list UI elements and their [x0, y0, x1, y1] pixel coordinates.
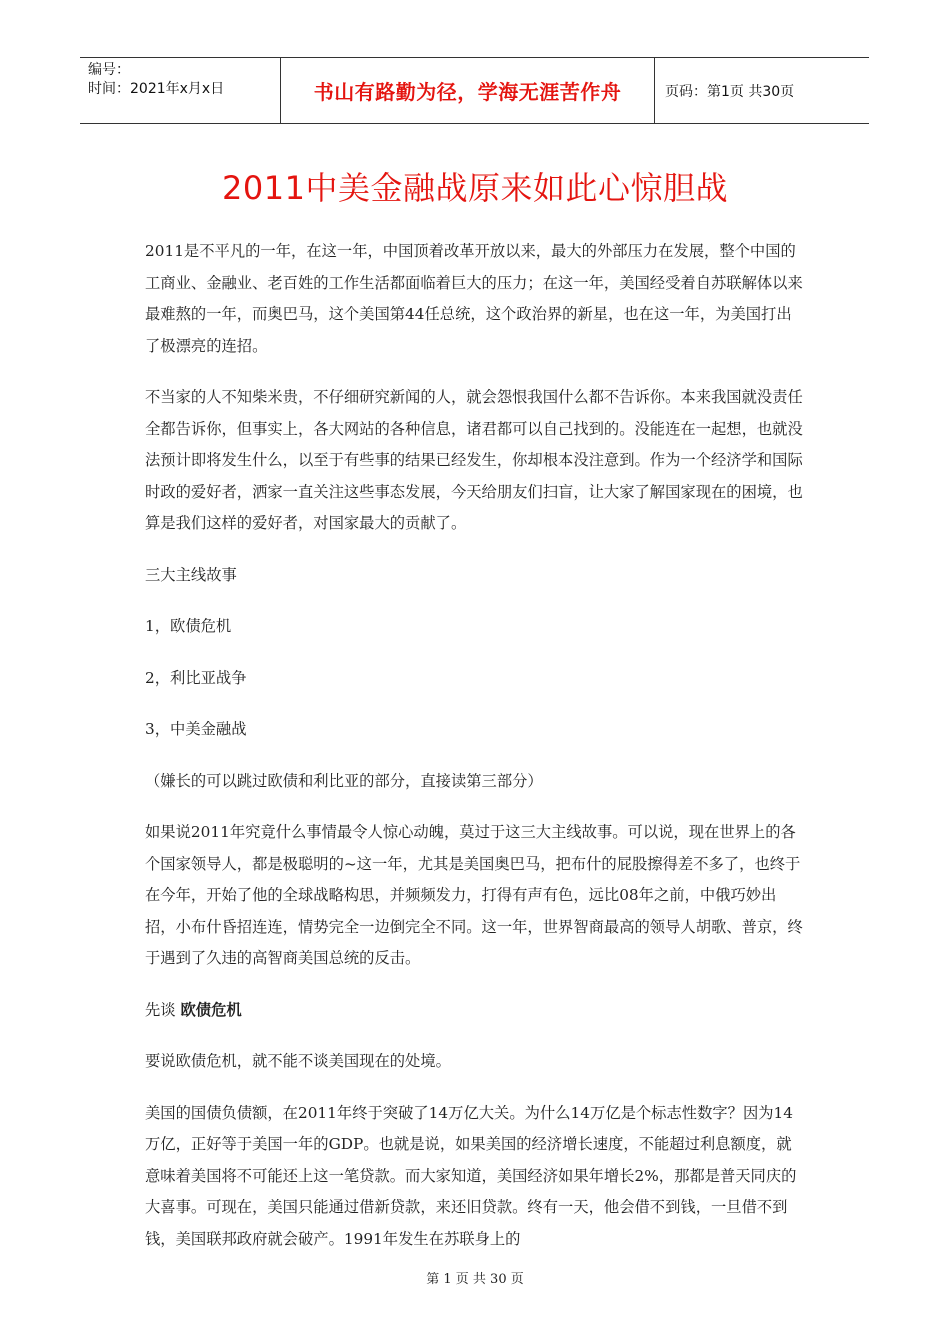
- paragraph-intro: 2011是不平凡的一年，在这一年，中国顶着改革开放以来，最大的外部压力在发展，整个中国的工商业、金融业、老百姓的工作生活都面临着巨大的压力；在这一年，美国经受着自苏联解体以来最难熬的一年，而奥巴马，这个美国第44任总统，这个政治界的新星，也在这一年，为美国打出了极漂亮的连招。: [145, 242, 803, 355]
- list-item: 2，利比亚战争: [145, 668, 247, 687]
- paragraph-background: 不当家的人不知柴米贵，不仔细研究新闻的人，就会怨恨我国什么都不告诉你。本来我国就没责任全都告诉你，但事实上，各大网站的各种信息，诸君都可以自己找到的。没能连在一起想，也就没法预计即将发生什么，以至于有些事的结果已经发生，你却根本没注意到。作为一个经济学和国际时政的爱好者，洒家一直关注这些事态发展，今天给朋友们扫盲，让大家了解国家现在的困境，也算是我们这样的爱好者，对国家最大的贡献了。: [145, 388, 803, 532]
- page-footer: 第 1 页 共 30 页: [426, 1272, 524, 1287]
- list-item: 3，中美金融战: [145, 720, 247, 738]
- section-heading: [145, 995, 805, 1027]
- paragraph-reading-note: （嫌长的可以跳过欧债和利比亚的部分，直接读第三部分）: [145, 771, 543, 790]
- paragraph-euro-debt-intro: 要说欧债危机，就不能不谈美国现在的处境。: [145, 1052, 451, 1070]
- header-meta: [80, 58, 281, 123]
- paragraph-storylines-heading: 三大主线故事: [145, 565, 237, 584]
- header-slogan: 书山有路勤为径，学海无涯苦作舟: [281, 58, 655, 123]
- document-header: [80, 57, 869, 124]
- document-title: 2011中美金融战原来如此心惊胆战: [222, 169, 728, 207]
- serial-number-label: 编号：: [88, 62, 130, 78]
- document-body: [145, 236, 805, 1275]
- header-page-info: 页码：第1页 共30页: [665, 83, 795, 100]
- section-heading-prefix: 先谈: [145, 1000, 181, 1019]
- list-item: 1，欧债危机: [145, 617, 232, 635]
- paragraph-overview: 如果说2011年究竟什么事情最令人惊心动魄，莫过于这三大主线故事。可以说，现在世界上的各个国家领导人，都是极聪明的~这一年，尤其是美国奥巴马，把布什的屁股擦得差不多了，也终于在今年，开始了他的全球战略构思，并频频发力，打得有声有色，远比08年之前，中俄巧妙出招，小布什昏招连连，情势完全一边倒完全不同。这一年，世界智商最高的领导人胡歌、普京，终于遇到了久违的高智商美国总统的反击。: [145, 823, 803, 967]
- paragraph-us-debt: 美国的国债负债额，在2011年终于突破了14万亿大关。为什么14万亿是个标志性数字？因为14万亿，正好等于美国一年的GDP。也就是说，如果美国的经济增长速度，不能超过利息额度，就意味着美国将不可能还上这一笔贷款。而大家知道，美国经济如果年增长2%，那都是普天同庆的大喜事。可现在，美国只能通过借新贷款，来还旧贷款。终有一天，他会借不到钱，一旦借不到钱，美国联邦政府就会破产。1991年发生在苏联身上的: [145, 1103, 797, 1248]
- section-heading-title: 欧债危机: [180, 1000, 242, 1019]
- date-label: 时间：2021年x月x日: [88, 81, 225, 97]
